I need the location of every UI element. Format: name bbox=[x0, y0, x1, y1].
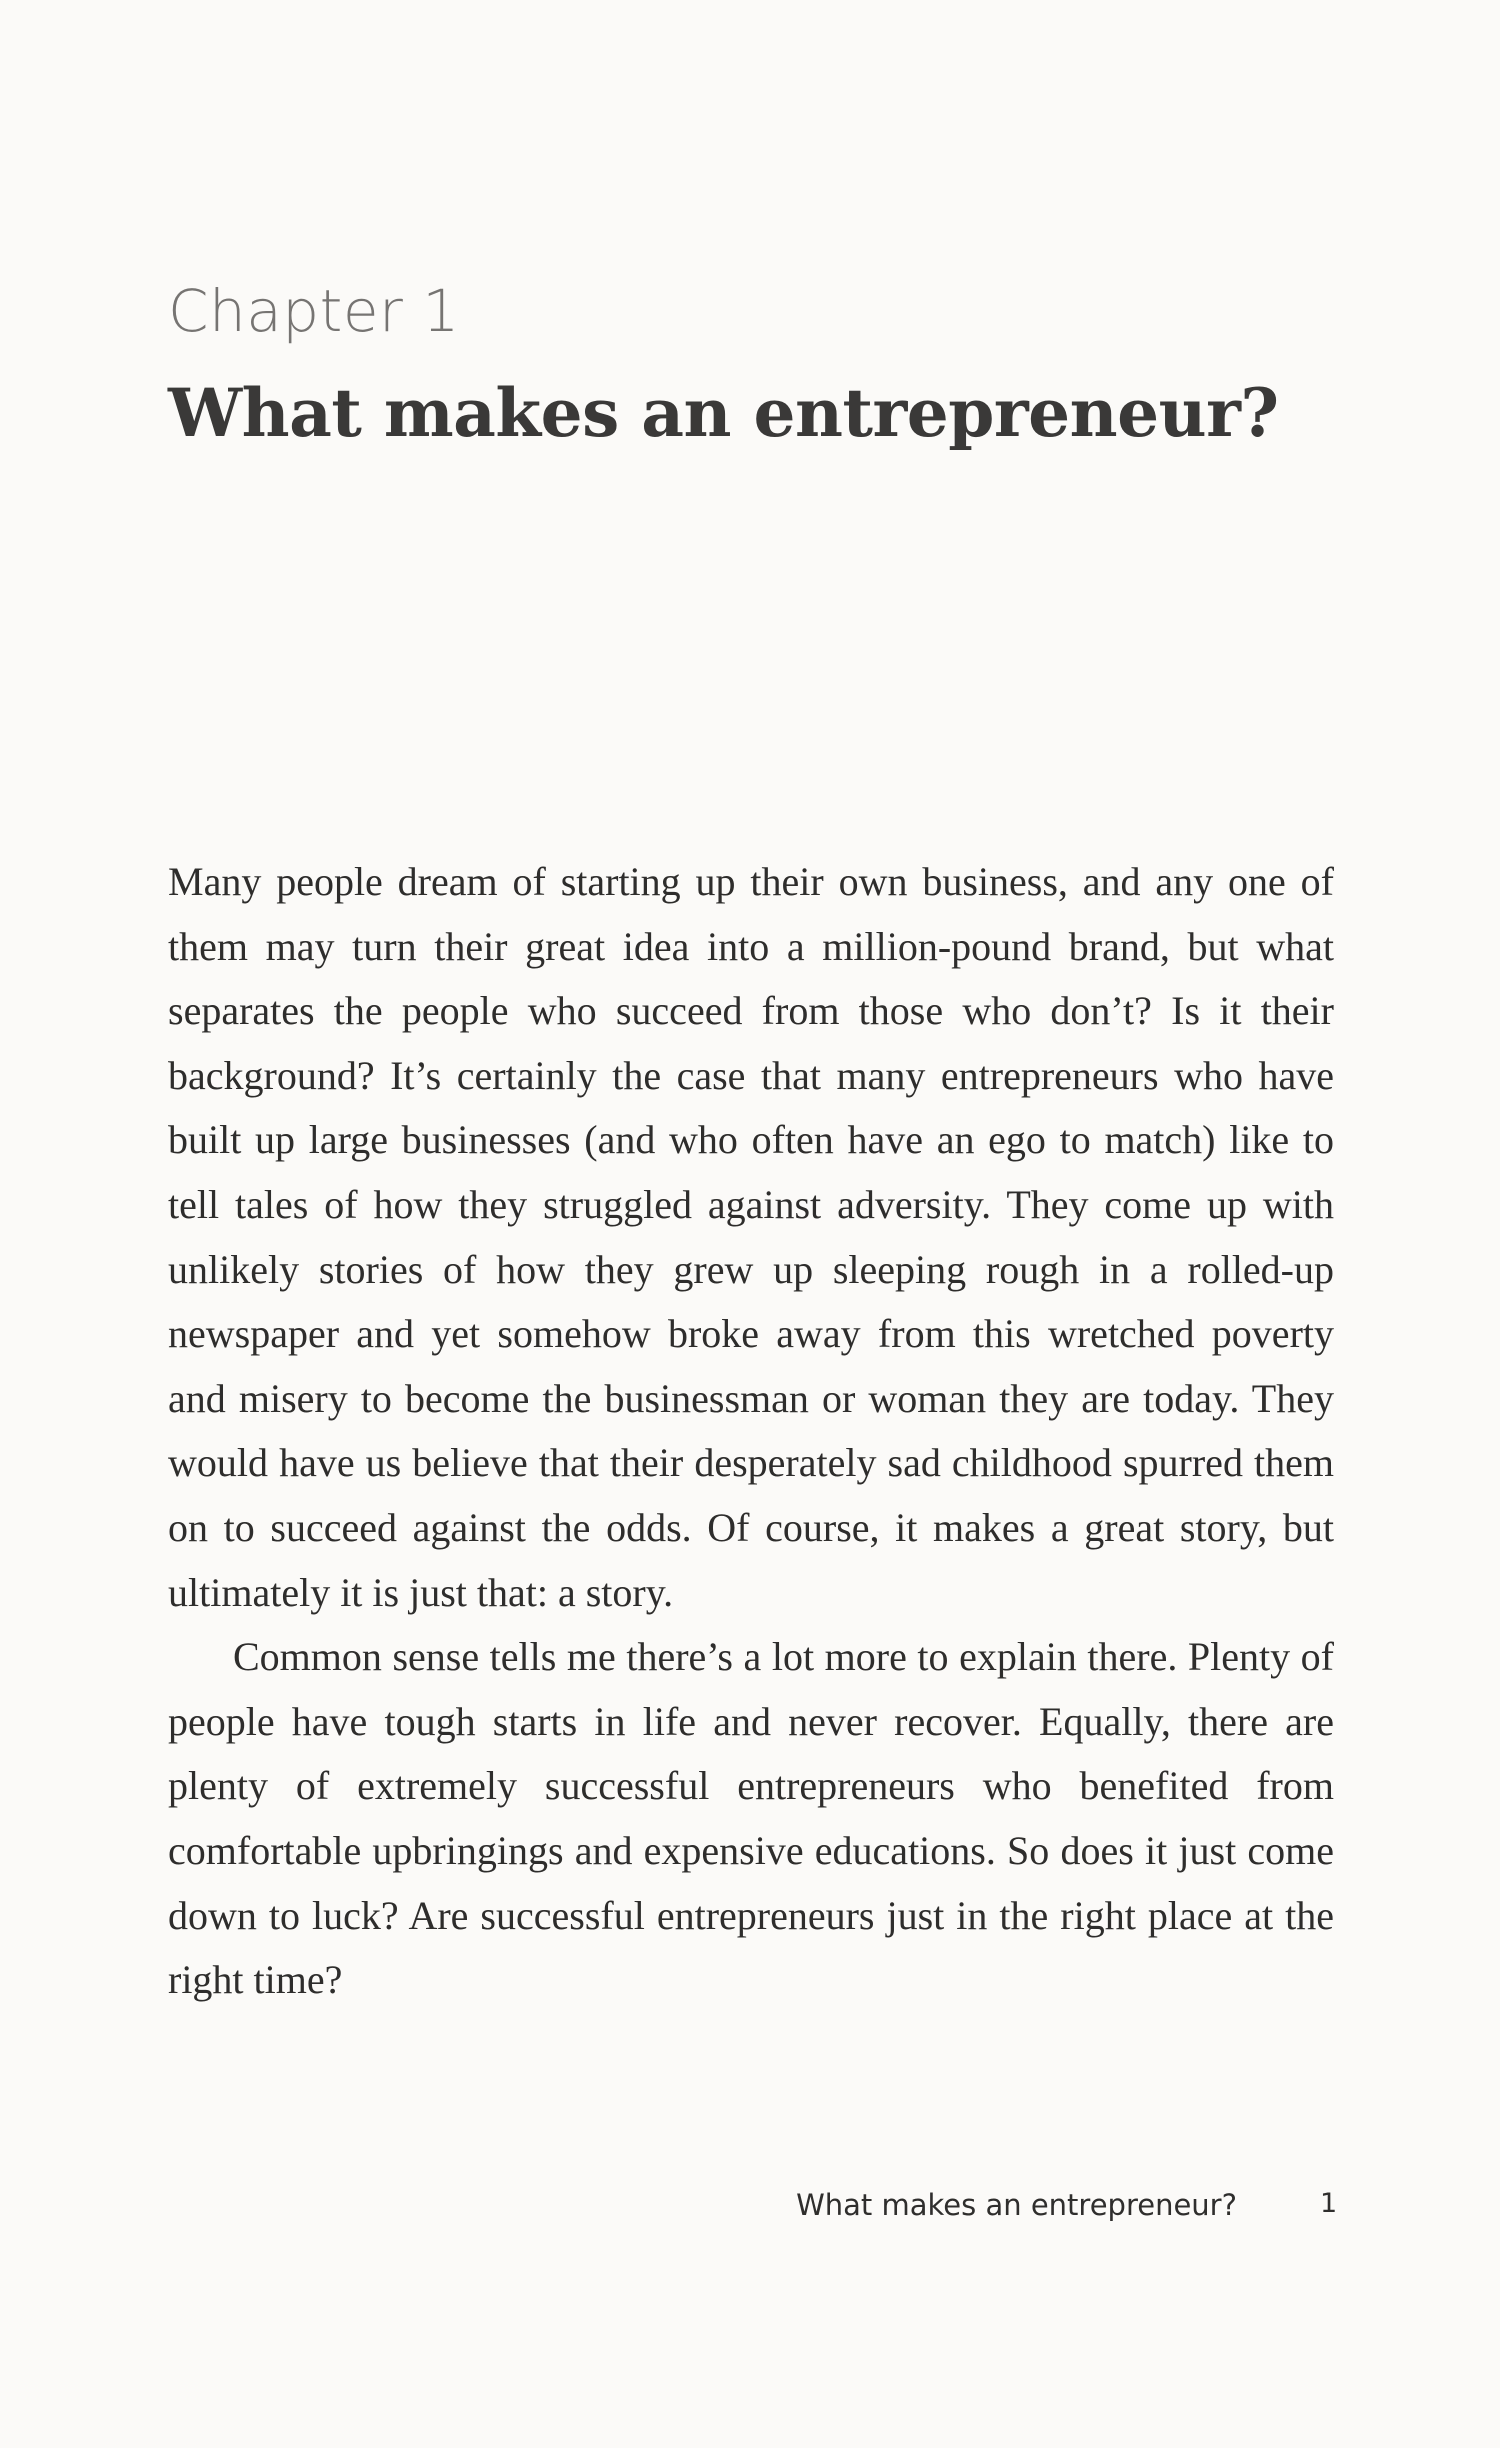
chapter-label: Chapter 1 bbox=[168, 277, 460, 345]
page-number: 1 bbox=[1320, 2188, 1338, 2219]
chapter-title: What makes an entrepreneur? bbox=[168, 374, 1279, 452]
body-text bbox=[168, 850, 1334, 2013]
running-head: What makes an entrepreneur? bbox=[796, 2188, 1237, 2222]
paragraph: Many people dream of starting up their own business, and any one of them may turn their great idea into a million-pound brand, but what separates the people who succeed from those who don’t? Is it their background? It’s certainly the case that many entrepreneurs who have built up large businesses (and who often have an ego to match) like to tell tales of how they struggled against adversity. They come up with unlikely stories of how they grew up sleeping rough in a rolled-up newspaper and yet somehow broke away from this wretched poverty and misery to become the businessman or woman they are today. They would have us believe that their desperately sad childhood spurred them on to succeed against the odds. Of course, it makes a great story, but ultimately it is just that: a story. bbox=[168, 859, 1334, 1615]
page-footer bbox=[0, 2188, 1500, 2228]
paragraph: Common sense tells me there’s a lot more to explain there. Plenty of people have tough starts in life and never recover. Equally, there are plenty of extremely successful entrepreneurs who benefited from comfortable upbringings and expensive educations. So does it just come down to luck? Are successful entrepreneurs just in the right place at the right time? bbox=[168, 1634, 1334, 2003]
